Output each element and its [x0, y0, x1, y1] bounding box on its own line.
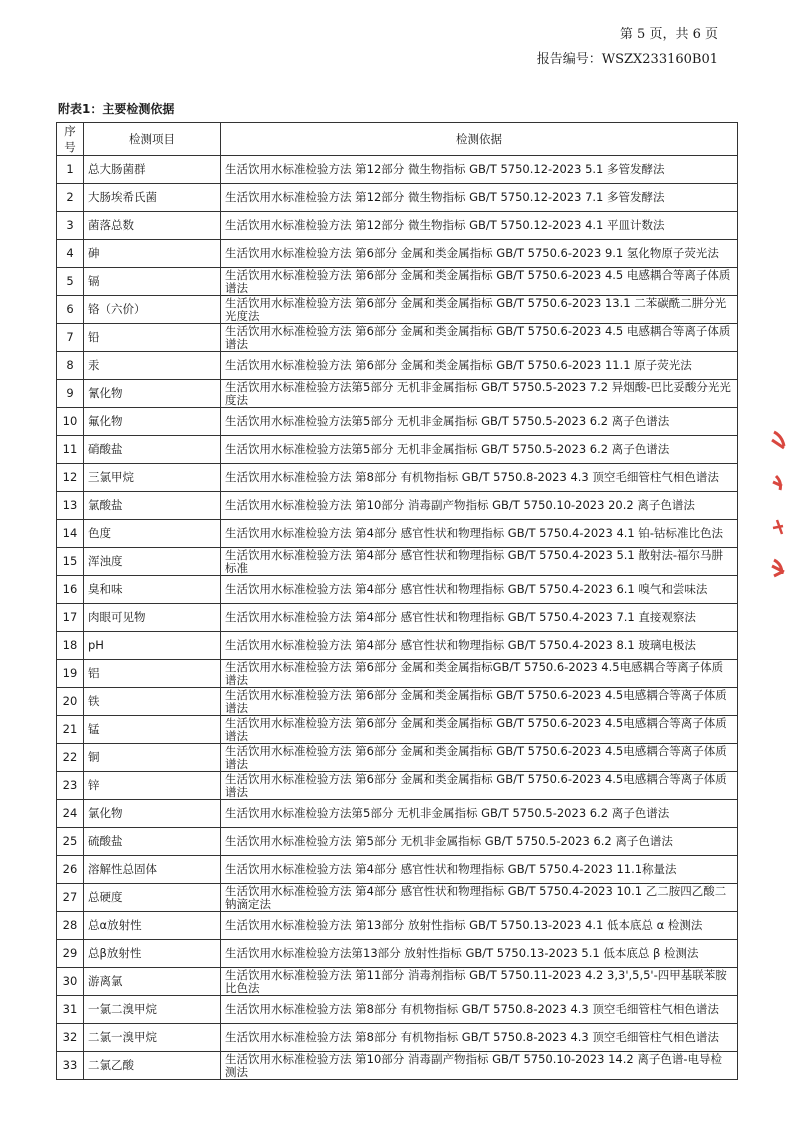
cell-no: 31	[57, 996, 84, 1024]
table-row	[57, 268, 738, 296]
cell-item: 铝	[84, 660, 221, 688]
cell-item: 硝酸盐	[84, 436, 221, 464]
cell-item: 二氯一溴甲烷	[84, 1024, 221, 1052]
table-row	[57, 576, 738, 604]
cell-item: 菌落总数	[84, 212, 221, 240]
page-header	[537, 22, 718, 72]
cell-basis: 生活饮用水标准检验方法 第10部分 消毒副产物指标 GB/T 5750.10-2023 20.2 离子色谱法	[221, 492, 738, 520]
cell-basis: 生活饮用水标准检验方法第5部分 无机非金属指标 GB/T 5750.5-2023 6.2 离子色谱法	[221, 436, 738, 464]
table-row	[57, 296, 738, 324]
cell-basis: 生活饮用水标准检验方法 第6部分 金属和类金属指标 GB/T 5750.6-2023 4.5 电感耦合等离子体质谱法	[221, 268, 738, 296]
cell-basis: 生活饮用水标准检验方法 第6部分 金属和类金属指标 GB/T 5750.6-2023 4.5电感耦合等离子体质谱法	[221, 716, 738, 744]
cell-item: 硫酸盐	[84, 828, 221, 856]
table-row	[57, 744, 738, 772]
cell-item: 臭和味	[84, 576, 221, 604]
cell-basis: 生活饮用水标准检验方法第5部分 无机非金属指标 GB/T 5750.5-2023 6.2 离子色谱法	[221, 800, 738, 828]
cell-no: 14	[57, 520, 84, 548]
cell-item: 砷	[84, 240, 221, 268]
table-row	[57, 548, 738, 576]
cell-no: 22	[57, 744, 84, 772]
table-row	[57, 828, 738, 856]
cell-basis: 生活饮用水标准检验方法 第13部分 放射性指标 GB/T 5750.13-2023 4.1 低本底总 α 检测法	[221, 912, 738, 940]
cell-no: 32	[57, 1024, 84, 1052]
cell-no: 29	[57, 940, 84, 968]
cell-no: 19	[57, 660, 84, 688]
table-row	[57, 436, 738, 464]
table-row	[57, 464, 738, 492]
header-basis: 检测依据	[221, 123, 738, 156]
table-row	[57, 1052, 738, 1080]
report-number: 报告编号：WSZX233160B01	[536, 52, 718, 67]
cell-basis: 生活饮用水标准检验方法 第8部分 有机物指标 GB/T 5750.8-2023 4.3 顶空毛细管柱气相色谱法	[221, 1024, 738, 1052]
cell-basis: 生活饮用水标准检验方法第13部分 放射性指标 GB/T 5750.13-2023 5.1 低本底总 β 检测法	[221, 940, 738, 968]
cell-item: 三氯甲烷	[84, 464, 221, 492]
cell-basis: 生活饮用水标准检验方法 第6部分 金属和类金属指标GB/T 5750.6-2023 4.5电感耦合等离子体质谱法	[221, 660, 738, 688]
cell-item: 溶解性总固体	[84, 856, 221, 884]
cell-basis: 生活饮用水标准检验方法 第6部分 金属和类金属指标 GB/T 5750.6-2023 13.1 二苯碳酰二肼分光光度法	[221, 296, 738, 324]
cell-basis: 生活饮用水标准检验方法第5部分 无机非金属指标 GB/T 5750.5-2023 7.2 异烟酸-巴比妥酸分光光度法	[221, 380, 738, 408]
cell-no: 9	[57, 380, 84, 408]
table-row	[57, 800, 738, 828]
cell-no: 4	[57, 240, 84, 268]
cell-no: 26	[57, 856, 84, 884]
cell-item: 一氯二溴甲烷	[84, 996, 221, 1024]
header-item: 检测项目	[84, 123, 221, 156]
table-row	[57, 492, 738, 520]
inspection-basis-table	[56, 122, 738, 1080]
cell-item: 氯化物	[84, 800, 221, 828]
cell-item: 锰	[84, 716, 221, 744]
cell-basis: 生活饮用水标准检验方法 第6部分 金属和类金属指标 GB/T 5750.6-2023 4.5电感耦合等离子体质谱法	[221, 744, 738, 772]
cell-no: 15	[57, 548, 84, 576]
cell-no: 20	[57, 688, 84, 716]
cell-item: 汞	[84, 352, 221, 380]
table-row	[57, 660, 738, 688]
cell-item: 铅	[84, 324, 221, 352]
cell-basis: 生活饮用水标准检验方法 第4部分 感官性状和物理指标 GB/T 5750.4-2023 5.1 散射法-福尔马肼标准	[221, 548, 738, 576]
cell-no: 28	[57, 912, 84, 940]
cell-no: 25	[57, 828, 84, 856]
table-row	[57, 632, 738, 660]
cell-basis: 生活饮用水标准检验方法 第8部分 有机物指标 GB/T 5750.8-2023 4.3 顶空毛细管柱气相色谱法	[221, 464, 738, 492]
cell-basis: 生活饮用水标准检验方法 第12部分 微生物指标 GB/T 5750.12-2023 5.1 多管发酵法	[221, 156, 738, 184]
cell-no: 17	[57, 604, 84, 632]
table-header-row	[57, 123, 738, 156]
cell-no: 33	[57, 1052, 84, 1080]
cell-item: 锌	[84, 772, 221, 800]
page-info: 第 5 页，共 6 页	[619, 27, 718, 42]
cell-no: 3	[57, 212, 84, 240]
cell-basis: 生活饮用水标准检验方法 第4部分 感官性状和物理指标 GB/T 5750.4-2023 4.1 铂-钴标准比色法	[221, 520, 738, 548]
cell-no: 1	[57, 156, 84, 184]
cell-item: 二氯乙酸	[84, 1052, 221, 1080]
table-row	[57, 408, 738, 436]
table-row	[57, 324, 738, 352]
cell-no: 6	[57, 296, 84, 324]
cell-item: 总α放射性	[84, 912, 221, 940]
table-row	[57, 380, 738, 408]
cell-no: 10	[57, 408, 84, 436]
cell-item: 铬（六价）	[84, 296, 221, 324]
cell-basis: 生活饮用水标准检验方法第5部分 无机非金属指标 GB/T 5750.5-2023 6.2 离子色谱法	[221, 408, 738, 436]
table-row	[57, 772, 738, 800]
cell-basis: 生活饮用水标准检验方法 第6部分 金属和类金属指标 GB/T 5750.6-2023 11.1 原子荧光法	[221, 352, 738, 380]
cell-item: pH	[84, 632, 221, 660]
cell-no: 13	[57, 492, 84, 520]
cell-basis: 生活饮用水标准检验方法 第4部分 感官性状和物理指标 GB/T 5750.4-2023 11.1称量法	[221, 856, 738, 884]
cell-item: 镉	[84, 268, 221, 296]
table-row	[57, 968, 738, 996]
cell-item: 氯酸盐	[84, 492, 221, 520]
cell-no: 27	[57, 884, 84, 912]
cell-item: 总硬度	[84, 884, 221, 912]
table-row	[57, 240, 738, 268]
cell-no: 18	[57, 632, 84, 660]
cell-basis: 生活饮用水标准检验方法 第8部分 有机物指标 GB/T 5750.8-2023 4.3 顶空毛细管柱气相色谱法	[221, 996, 738, 1024]
cell-no: 16	[57, 576, 84, 604]
cell-basis: 生活饮用水标准检验方法 第4部分 感官性状和物理指标 GB/T 5750.4-2023 10.1 乙二胺四乙酸二钠滴定法	[221, 884, 738, 912]
cell-item: 总β放射性	[84, 940, 221, 968]
cell-item: 氰化物	[84, 380, 221, 408]
cell-no: 23	[57, 772, 84, 800]
table-row	[57, 352, 738, 380]
table-row	[57, 604, 738, 632]
cell-item: 总大肠菌群	[84, 156, 221, 184]
cell-basis: 生活饮用水标准检验方法 第10部分 消毒副产物指标 GB/T 5750.10-2023 14.2 离子色谱-电导检测法	[221, 1052, 738, 1080]
cell-basis: 生活饮用水标准检验方法 第6部分 金属和类金属指标 GB/T 5750.6-2023 4.5电感耦合等离子体质谱法	[221, 688, 738, 716]
table-row	[57, 688, 738, 716]
cell-basis: 生活饮用水标准检验方法 第4部分 感官性状和物理指标 GB/T 5750.4-2023 7.1 直接观察法	[221, 604, 738, 632]
cell-item: 大肠埃希氏菌	[84, 184, 221, 212]
cell-no: 24	[57, 800, 84, 828]
cell-basis: 生活饮用水标准检验方法 第6部分 金属和类金属指标 GB/T 5750.6-2023 9.1 氢化物原子荧光法	[221, 240, 738, 268]
table-row	[57, 940, 738, 968]
cell-no: 7	[57, 324, 84, 352]
cell-no: 11	[57, 436, 84, 464]
table-row	[57, 912, 738, 940]
cell-no: 8	[57, 352, 84, 380]
table-row	[57, 716, 738, 744]
cell-item: 铜	[84, 744, 221, 772]
table-row	[57, 1024, 738, 1052]
cell-basis: 生活饮用水标准检验方法 第5部分 无机非金属指标 GB/T 5750.5-2023 6.2 离子色谱法	[221, 828, 738, 856]
table-row	[57, 212, 738, 240]
cell-item: 铁	[84, 688, 221, 716]
table-body	[57, 156, 738, 1080]
table-row	[57, 184, 738, 212]
table-row	[57, 520, 738, 548]
cell-item: 肉眼可见物	[84, 604, 221, 632]
table-row	[57, 156, 738, 184]
cell-no: 21	[57, 716, 84, 744]
cell-no: 12	[57, 464, 84, 492]
table-row	[57, 856, 738, 884]
cell-item: 氟化物	[84, 408, 221, 436]
cell-item: 游离氯	[84, 968, 221, 996]
red-seal-fragment	[768, 420, 788, 590]
cell-basis: 生活饮用水标准检验方法 第12部分 微生物指标 GB/T 5750.12-2023 7.1 多管发酵法	[221, 184, 738, 212]
cell-basis: 生活饮用水标准检验方法 第6部分 金属和类金属指标 GB/T 5750.6-2023 4.5电感耦合等离子体质谱法	[221, 772, 738, 800]
cell-basis: 生活饮用水标准检验方法 第4部分 感官性状和物理指标 GB/T 5750.4-2023 6.1 嗅气和尝味法	[221, 576, 738, 604]
cell-item: 浑浊度	[84, 548, 221, 576]
table-caption: 附表1：主要检测依据	[58, 102, 175, 116]
cell-item: 色度	[84, 520, 221, 548]
cell-basis: 生活饮用水标准检验方法 第6部分 金属和类金属指标 GB/T 5750.6-2023 4.5 电感耦合等离子体质谱法	[221, 324, 738, 352]
table-row	[57, 996, 738, 1024]
cell-basis: 生活饮用水标准检验方法 第4部分 感官性状和物理指标 GB/T 5750.4-2023 8.1 玻璃电极法	[221, 632, 738, 660]
cell-basis: 生活饮用水标准检验方法 第11部分 消毒剂指标 GB/T 5750.11-2023 4.2 3,3',5,5'-四甲基联苯胺比色法	[221, 968, 738, 996]
cell-no: 30	[57, 968, 84, 996]
cell-no: 5	[57, 268, 84, 296]
cell-no: 2	[57, 184, 84, 212]
cell-basis: 生活饮用水标准检验方法 第12部分 微生物指标 GB/T 5750.12-2023 4.1 平皿计数法	[221, 212, 738, 240]
header-no: 序号	[57, 123, 84, 156]
table-row	[57, 884, 738, 912]
